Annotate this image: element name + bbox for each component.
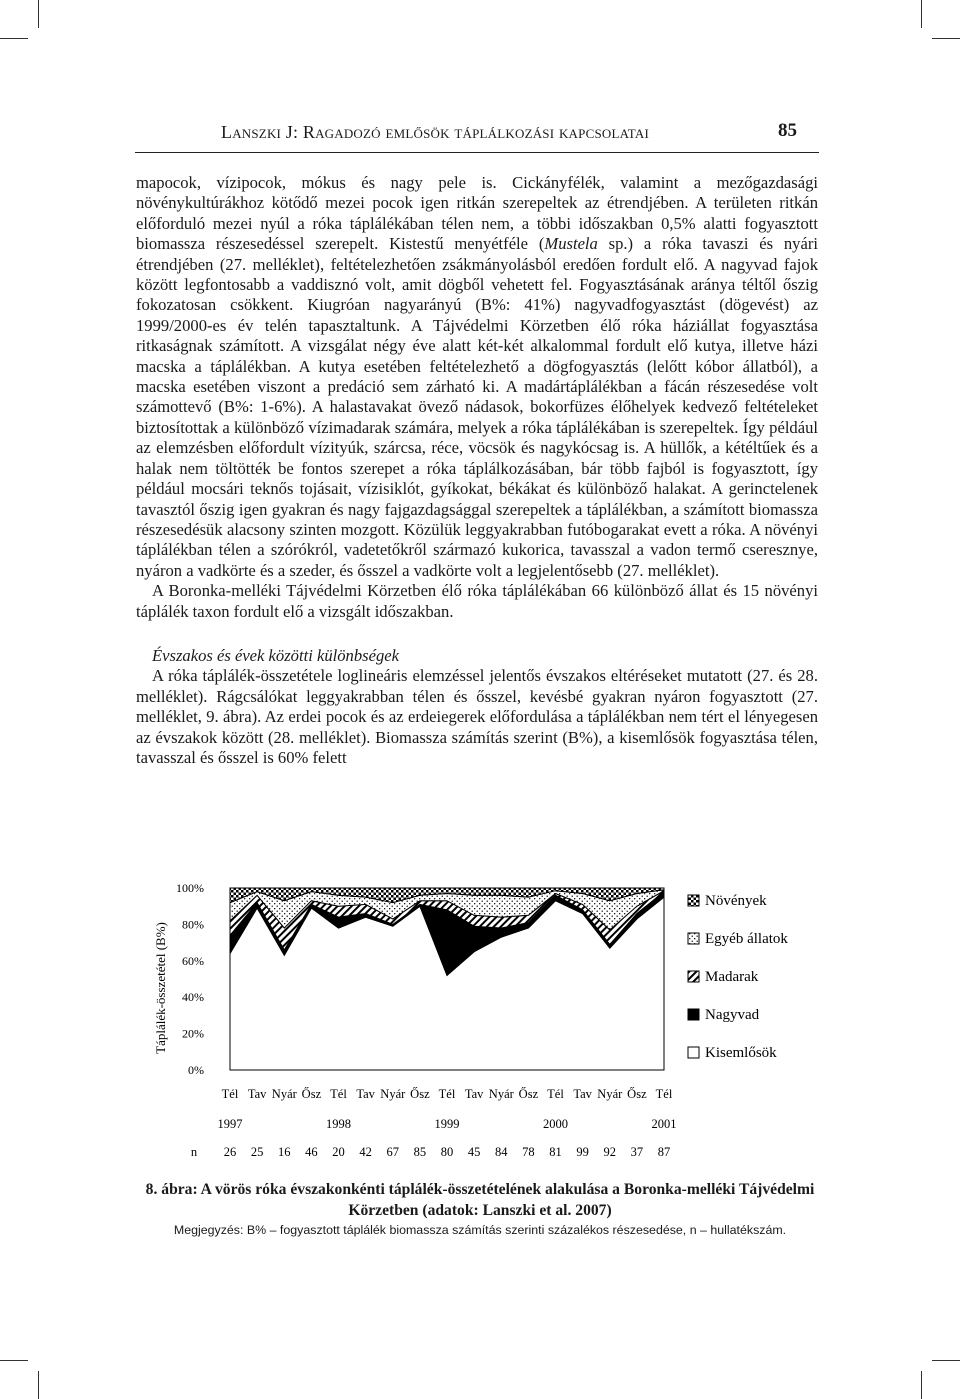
n-value: 78 (522, 1145, 535, 1159)
n-value: 45 (467, 1145, 481, 1159)
n-value: 85 (413, 1145, 427, 1159)
n-value: 46 (305, 1145, 318, 1159)
crop-mark (38, 1371, 39, 1399)
taxon-italic: Mustela (544, 234, 598, 254)
y-tick-label: 100% (176, 881, 204, 895)
legend-swatch (688, 971, 699, 982)
figure-caption (130, 1179, 830, 1239)
page-number: 85 (778, 120, 797, 141)
legend-label: Kisemlősök (705, 1045, 777, 1061)
y-tick-label: 20% (182, 1026, 204, 1041)
stacked-area-chart (136, 880, 826, 1170)
x-tick-label: Tav (356, 1087, 375, 1101)
y-tick-label: 40% (182, 990, 204, 1005)
paragraph-text: mapocok, vízipocok, mókus és nagy pele is. Cickányfélék, valamint a mezőgazdasági növénykultúrákhoz kötődő mezei pocok igen ritkán szerepeltek az étrendjében. A területen ritkán előforduló mezei nyúl a róka táplálékában télen nem, a többi időszakban 0,5% alatti fogyasztott biomassza részesedéssel szerepelt. Kistestű menyétféle ( (136, 173, 818, 254)
x-tick-label: Nyár (380, 1087, 406, 1101)
x-tick-label: Tav (573, 1087, 592, 1101)
n-value: 67 (386, 1145, 400, 1159)
y-axis-label: Táplálék-összetétel (B%) (153, 922, 168, 1054)
legend-label: Madarak (705, 969, 759, 985)
crop-mark (921, 0, 922, 28)
x-tick-label: Nyár (271, 1087, 297, 1101)
n-value: 37 (630, 1145, 644, 1159)
n-value: 99 (576, 1145, 589, 1159)
x-tick-label: Tav (464, 1087, 484, 1101)
n-value: 84 (495, 1145, 508, 1159)
year-label: 2000 (543, 1117, 568, 1131)
legend-label: Nagyvad (705, 1007, 760, 1023)
body-text (136, 173, 818, 768)
x-tick-label: Tél (221, 1087, 239, 1101)
legend-label: Növények (705, 893, 767, 909)
crop-mark (932, 1360, 960, 1361)
x-tick-label: Nyár (488, 1087, 514, 1101)
crop-mark (921, 1371, 922, 1399)
caption-main: 8. ábra: A vörös róka évszakonkénti táplálék-összetételének alakulása a Boronka-melléki Tájvédelmi Körzetben (adatok: Lanszki et al. 2007) (145, 1181, 815, 1219)
legend-label: Egyéb állatok (705, 931, 788, 947)
paragraph (136, 173, 818, 581)
crop-mark (0, 1360, 28, 1361)
year-label: 2001 (651, 1117, 677, 1131)
x-tick-label: Nyár (597, 1087, 623, 1101)
x-tick-label: Ősz (627, 1087, 647, 1101)
x-tick-label: Ősz (301, 1087, 322, 1101)
caption-note: Megjegyzés: B% – fogyasztott táplálék biomassza számítás szerinti százalékos részesedése, n – hullatékszám. (173, 1223, 787, 1237)
x-tick-label: Tél (547, 1087, 564, 1101)
x-tick-label: Ősz (518, 1087, 539, 1101)
crop-mark (0, 38, 28, 39)
n-value: 87 (657, 1145, 671, 1159)
y-tick-label: 80% (182, 917, 204, 932)
paragraph: A Boronka-melléki Tájvédelmi Körzetben élő róka táplálékában 66 különböző állat és 15 növényi táplálék taxon fordult elő a vizsgált időszakban. (136, 581, 818, 621)
x-tick-label: Tél (438, 1087, 456, 1101)
n-value: 26 (223, 1145, 237, 1159)
running-title: Lanszki J: Ragadozó emlősök táplálkozási kapcsolatai (221, 122, 649, 142)
year-label: 1999 (434, 1117, 460, 1131)
x-tick-label: Ősz (410, 1087, 430, 1101)
n-row-label: n (190, 1145, 198, 1159)
paragraph-text: sp.) a róka tavaszi és nyári étrendjében (27. melléklet), feltételezhetően zsákmányolásból eredően fordult elő. A nagyvad fajok között legfontosabb a vaddisznó volt, amit dögből vehetett fel. Fogyasztásának aránya téltől őszig fokozatosan csökkent. Kiugróan nagyarányú (B%: 41%) nagyvadfogyasztást (dögevést) az 1999/2000-es év telén tapasztaltunk. A Tájvédelmi Körzetben élő róka háziállat fogyasztása ritkaságnak számított. A vizsgálat négy éve alatt két-két alkalommal fordult elő kutya, illetve házi macska a táplálékban. A kutya esetében feltételezhető a dögfogyasztás (lelőtt kóbor állatból), a macska esetében viszont a predáció sem zárható ki. A madártáplálékban a fácán részesedése volt számottevő (B%: 1-6%). A halastavakat övező nádasok, bokorfüzes élőhelyek kedvező feltételeket biztosítottak a különböző vízimadarak számára, melyek a róka táplálékában is szerepeltek. Így például az elemzésben előfordult vízityúk, szárcsa, réce, vöcsök és nagykócsag is. A hüllők, a kétéltűek és a halak nem töltötték be fontos szerepet a róka táplálkozásában, bár több fajból is fogyasztott, így például mocsári teknős tojásait, vízisiklót, gyíkokat, békákat és különböző halakat. A gerinctelenek tavasztól őszig igen gyakran és nagy fajgazdagsággal szerepeltek a táplálékban, a számított biomassza részesedésük alacsony szinten mozgott. Közülük leggyakrabban futóbogarakat evett a róka. A növényi táplálékban télen a szórókról, vadetetőkről származó kukorica, tavasszal a vadon termő cseresznye, nyáron a vadkörte és a szeder, és ősszel a vadkörte volt a legjelentősebb (27. melléklet). (136, 234, 818, 580)
running-header (135, 118, 819, 153)
crop-mark (932, 38, 960, 39)
n-value: 42 (359, 1145, 372, 1159)
n-value: 92 (603, 1145, 617, 1159)
figure-8 (136, 880, 826, 1170)
n-value: 25 (250, 1145, 264, 1159)
crop-mark (38, 0, 39, 28)
x-tick-label: Tél (655, 1087, 673, 1101)
x-tick-label: Tél (330, 1087, 347, 1101)
n-value: 81 (549, 1145, 562, 1159)
x-tick-label: Tav (247, 1087, 267, 1101)
n-value: 80 (440, 1145, 454, 1159)
legend-swatch (688, 933, 699, 944)
section-title: Évszakos és évek közötti különbségek (152, 645, 399, 665)
year-label: 1997 (217, 1117, 243, 1131)
y-tick-label: 60% (182, 953, 204, 968)
legend-swatch (688, 895, 699, 906)
year-label: 1998 (326, 1117, 351, 1131)
y-tick-label: 0% (188, 1063, 204, 1077)
n-value: 20 (332, 1145, 345, 1159)
legend-swatch (688, 1047, 699, 1058)
legend-swatch (688, 1009, 699, 1020)
n-value: 16 (278, 1145, 291, 1159)
paragraph: A róka táplálék-összetétele loglineáris elemzéssel jelentős évszakos eltéréseket mutatott (27. és 28. melléklet). Rágcsálókat leggyakrabban télen és ősszel, kevésbé gyakran nyáron fogyasztott (27. melléklet, 9. ábra). Az erdei pocok és az erdeiegerek előfordulása a táplálékban nem tért el lényegesen az évszakok között (28. melléklet). Biomassza számítás szerint (B%), a kisemlősök fogyasztása télen, tavasszal és ősszel is 60% felett (136, 666, 818, 767)
